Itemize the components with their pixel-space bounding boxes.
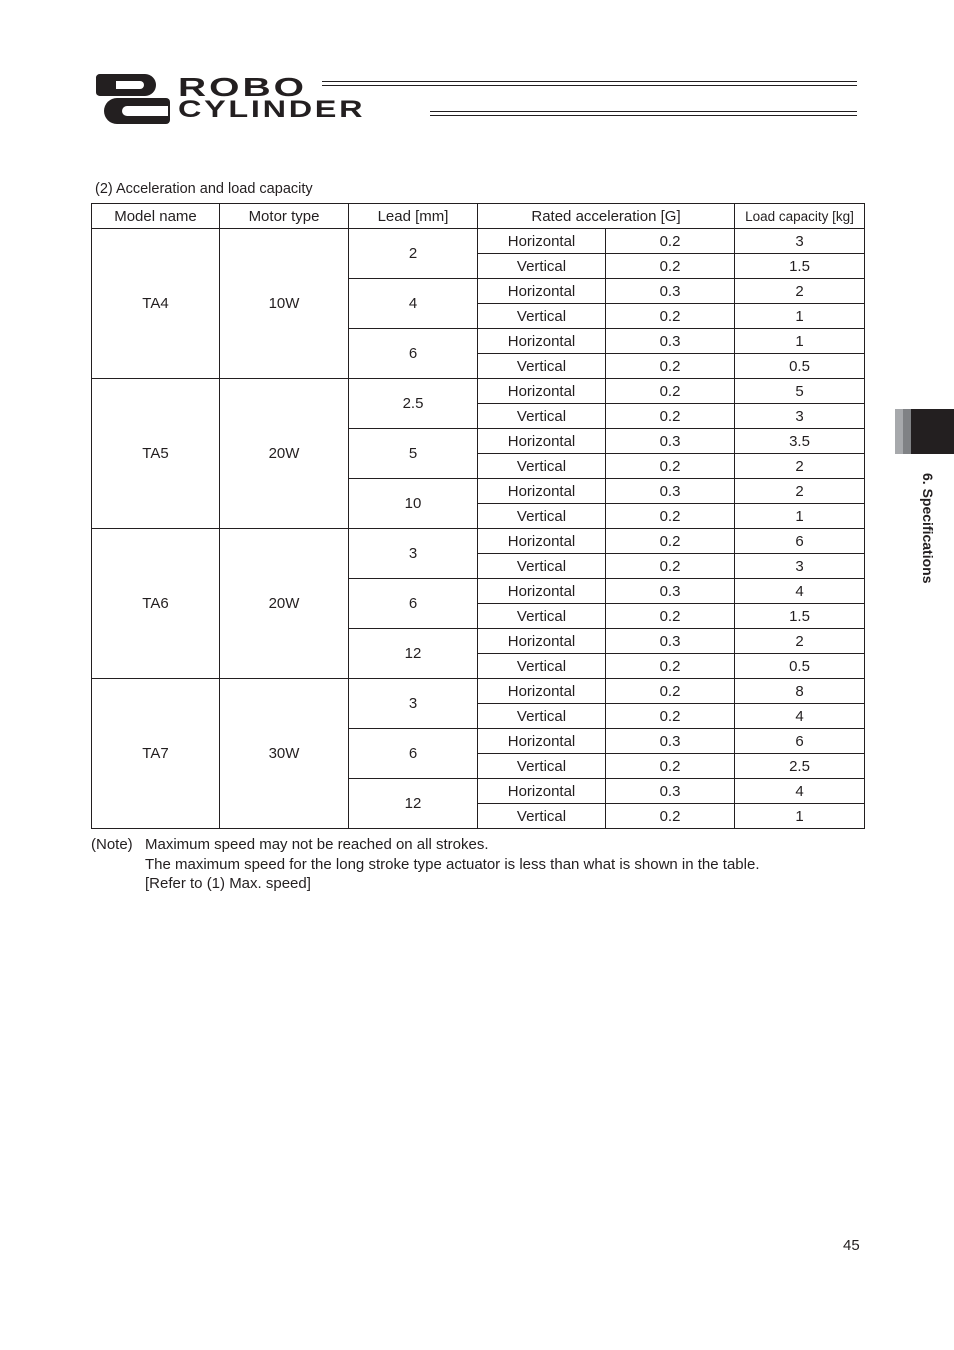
cell-load-capacity: 0.5 [735, 354, 865, 379]
cell-lead: 5 [349, 429, 478, 479]
cell-load-capacity: 1 [735, 304, 865, 329]
acceleration-load-table [91, 203, 865, 829]
logo-word-robo: ROBO [178, 72, 307, 102]
cell-direction: Vertical [478, 304, 606, 329]
header-motor-type: Motor type [220, 204, 349, 229]
cell-load-capacity: 4 [735, 579, 865, 604]
cell-load-capacity: 3.5 [735, 429, 865, 454]
cell-load-capacity: 2 [735, 454, 865, 479]
cell-motor-type: 10W [220, 229, 349, 379]
cell-load-capacity: 2 [735, 629, 865, 654]
cell-direction: Horizontal [478, 679, 606, 704]
cell-direction: Horizontal [478, 779, 606, 804]
cell-load-capacity: 2 [735, 279, 865, 304]
table-body [92, 229, 865, 829]
cell-load-capacity: 3 [735, 554, 865, 579]
cell-acceleration: 0.2 [606, 354, 735, 379]
page-number: 45 [843, 1237, 860, 1254]
cell-direction: Vertical [478, 754, 606, 779]
cell-lead: 12 [349, 779, 478, 829]
cell-acceleration: 0.2 [606, 804, 735, 829]
logo-word-cylinder: CYLINDER [178, 96, 366, 123]
header-rule [322, 85, 857, 86]
note-line: [Refer to (1) Max. speed] [145, 875, 311, 892]
cell-acceleration: 0.3 [606, 329, 735, 354]
cell-lead: 6 [349, 329, 478, 379]
cell-acceleration: 0.2 [606, 654, 735, 679]
cell-acceleration: 0.2 [606, 604, 735, 629]
cell-acceleration: 0.2 [606, 679, 735, 704]
cell-lead: 6 [349, 579, 478, 629]
cell-direction: Horizontal [478, 379, 606, 404]
note-line: Maximum speed may not be reached on all strokes. [145, 836, 489, 853]
cell-load-capacity: 1.5 [735, 604, 865, 629]
cell-direction: Vertical [478, 254, 606, 279]
cell-model-name: TA7 [92, 679, 220, 829]
cell-model-name: TA6 [92, 529, 220, 679]
rc-logo-mark [96, 72, 172, 126]
table-note [91, 835, 759, 894]
cell-direction: Horizontal [478, 429, 606, 454]
header-model-name: Model name [92, 204, 220, 229]
cell-direction: Horizontal [478, 279, 606, 304]
cell-direction: Vertical [478, 554, 606, 579]
cell-load-capacity: 2 [735, 479, 865, 504]
cell-direction: Vertical [478, 604, 606, 629]
cell-direction: Vertical [478, 504, 606, 529]
header-rule [430, 115, 857, 116]
cell-acceleration: 0.3 [606, 779, 735, 804]
cell-load-capacity: 3 [735, 404, 865, 429]
cell-load-capacity: 3 [735, 229, 865, 254]
cell-direction: Horizontal [478, 729, 606, 754]
cell-direction: Vertical [478, 804, 606, 829]
cell-direction: Horizontal [478, 629, 606, 654]
cell-lead: 2 [349, 229, 478, 279]
cell-load-capacity: 1.5 [735, 254, 865, 279]
cell-direction: Horizontal [478, 229, 606, 254]
cell-lead: 3 [349, 679, 478, 729]
cell-model-name: TA5 [92, 379, 220, 529]
cell-motor-type: 20W [220, 529, 349, 679]
cell-lead: 10 [349, 479, 478, 529]
cell-direction: Horizontal [478, 329, 606, 354]
cell-model-name: TA4 [92, 229, 220, 379]
section-title: (2) Acceleration and load capacity [95, 181, 313, 197]
cell-direction: Vertical [478, 654, 606, 679]
chapter-tab [895, 409, 954, 454]
cell-acceleration: 0.3 [606, 429, 735, 454]
cell-load-capacity: 5 [735, 379, 865, 404]
table-row [92, 229, 865, 254]
cell-load-capacity: 0.5 [735, 654, 865, 679]
cell-acceleration: 0.2 [606, 754, 735, 779]
table-row [92, 379, 865, 404]
table-header-row [92, 204, 865, 229]
cell-load-capacity: 6 [735, 529, 865, 554]
cell-load-capacity: 1 [735, 804, 865, 829]
chapter-tab-label: 6. Specifications [920, 473, 936, 584]
table-row [92, 679, 865, 704]
cell-acceleration: 0.3 [606, 279, 735, 304]
cell-acceleration: 0.2 [606, 529, 735, 554]
cell-acceleration: 0.2 [606, 554, 735, 579]
cell-direction: Vertical [478, 454, 606, 479]
cell-direction: Horizontal [478, 579, 606, 604]
note-line: The maximum speed for the long stroke type actuator is less than what is shown in the table. [145, 855, 760, 873]
cell-direction: Horizontal [478, 479, 606, 504]
cell-acceleration: 0.2 [606, 379, 735, 404]
header-rule [430, 111, 857, 112]
cell-direction: Vertical [478, 404, 606, 429]
cell-lead: 3 [349, 529, 478, 579]
cell-load-capacity: 4 [735, 704, 865, 729]
note-label: (Note) [91, 836, 133, 853]
cell-acceleration: 0.3 [606, 629, 735, 654]
header-lead: Lead [mm] [349, 204, 478, 229]
cell-load-capacity: 6 [735, 729, 865, 754]
cell-acceleration: 0.2 [606, 404, 735, 429]
table-row [92, 529, 865, 554]
cell-acceleration: 0.2 [606, 229, 735, 254]
cell-acceleration: 0.2 [606, 504, 735, 529]
cell-load-capacity: 4 [735, 779, 865, 804]
cell-lead: 4 [349, 279, 478, 329]
cell-load-capacity: 1 [735, 504, 865, 529]
cell-acceleration: 0.2 [606, 304, 735, 329]
cell-acceleration: 0.2 [606, 704, 735, 729]
cell-lead: 6 [349, 729, 478, 779]
header-rated-acceleration: Rated acceleration [G] [478, 204, 735, 229]
header-load-capacity: Load capacity [kg] [735, 204, 865, 229]
cell-lead: 12 [349, 629, 478, 679]
cell-acceleration: 0.3 [606, 729, 735, 754]
cell-acceleration: 0.3 [606, 579, 735, 604]
cell-direction: Horizontal [478, 529, 606, 554]
header-rule [322, 81, 857, 82]
cell-direction: Vertical [478, 354, 606, 379]
cell-load-capacity: 2.5 [735, 754, 865, 779]
cell-acceleration: 0.3 [606, 479, 735, 504]
cell-load-capacity: 1 [735, 329, 865, 354]
cell-acceleration: 0.2 [606, 254, 735, 279]
cell-motor-type: 30W [220, 679, 349, 829]
cell-lead: 2.5 [349, 379, 478, 429]
cell-load-capacity: 8 [735, 679, 865, 704]
cell-motor-type: 20W [220, 379, 349, 529]
cell-acceleration: 0.2 [606, 454, 735, 479]
cell-direction: Vertical [478, 704, 606, 729]
